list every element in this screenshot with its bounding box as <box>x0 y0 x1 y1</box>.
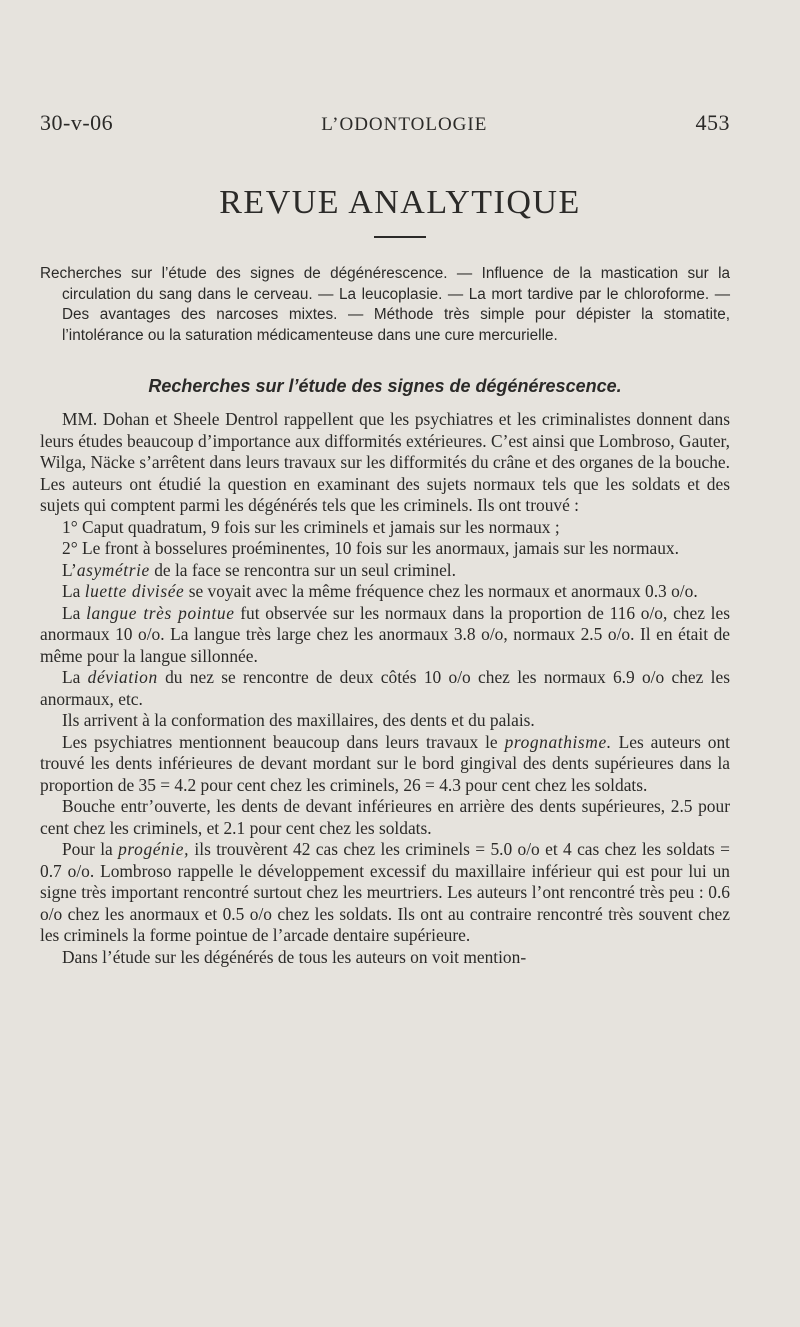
paragraph <box>40 603 730 668</box>
text-run: Les auteurs ont trouvé les dents inférieures de devant mordant sur le bord gingival des dents supérieures dans la proportion de 35 = 4.2 pour cent chez les criminels, 26 = 4.3 pour cent chez les soldats. <box>40 731 730 795</box>
paragraph <box>40 667 730 710</box>
paragraph <box>40 732 730 797</box>
emphasis-term: déviation <box>87 667 158 687</box>
article-title: Recherches sur l’étude des signes de dégénérescence. <box>148 376 622 396</box>
paragraph: 2° Le front à bosselures proéminentes, 10 fois sur les anormaux, jamais sur les normaux. <box>62 538 679 558</box>
text-run: Pour la <box>62 839 119 859</box>
paragraph <box>40 581 730 603</box>
paragraph: 1° Caput quadratum, 9 fois sur les criminels et jamais sur les normaux ; <box>62 516 560 537</box>
running-header <box>40 110 730 136</box>
text-run: de la face se rencontra sur un seul criminel. <box>149 559 456 580</box>
text-run: ils trouvèrent 42 cas chez les criminels = 5.0 o/o et 4 cas chez les soldats = 0.7 o/o. Lombroso rappelle le développement excessif du maxillaire inférieur qui est pour lui un signe très important rencontré surtout chez les meurtriers. Les auteurs l’ont rencontré très peu : 0.6 o/o chez les anormaux et 0.5 o/o chez les soldats. Ils ont au contraire rencontré très souvent chez les criminels la forme pointue de l’arcade dentaire supérieure. <box>40 839 730 945</box>
emphasis-term: prognathisme. <box>504 731 612 752</box>
text-run: du nez se rencontre de deux côtés 10 o/o chez les normaux 6.9 o/o chez les anormaux, etc. <box>40 667 730 709</box>
text-run: fut observée sur les normaux dans la proportion de 116 o/o, chez les anormaux 10 o/o. La langue très large chez les anormaux 3.8 o/o, normaux 2.5 o/o. Il en était de même pour la langue sillonnée. <box>40 602 730 666</box>
article-body <box>40 409 730 968</box>
section-title: REVUE ANALYTIQUE <box>219 184 581 221</box>
text-run: se voyait avec la même fréquence chez les normaux et anormaux 0.3 o/o. <box>184 581 698 601</box>
text-run: L’ <box>62 559 77 580</box>
summary: Recherches sur l’étude des signes de dégénérescence. — Influence de la mastication sur la circulation du sang dans le cerveau. — La leucoplasie. — La mort tardive par le chloroforme. — Des avantages des narcoses mixtes. — Méthode très simple pour dépister la stomatite, l’intolérance ou la saturation médicamenteuse dans une cure mercurielle. <box>40 265 730 344</box>
paragraph <box>40 839 730 947</box>
emphasis-term: progénie, <box>118 839 190 859</box>
text-run: Les psychiatres mentionnent beaucoup dans leurs travaux le <box>62 731 505 752</box>
text-run: La <box>62 667 88 687</box>
emphasis-term: asymétrie <box>76 559 150 580</box>
paragraph <box>40 560 730 582</box>
paragraph: MM. Dohan et Sheele Dentrol rappellent que les psychiatres et les criminalistes donnent dans leurs études beaucoup d’importance aux difformités extérieures. C’est ainsi que Lombroso, Gauter, Wilga, Näcke s’arrêtent dans leurs travaux sur les difformités du crâne et des organes de la bouche. Les auteurs ont étudié la question en examinant des sujets normaux tels que les soldats et des sujets qui comptent parmi les dégénérés tels que les criminels. Ils ont trouvé : <box>40 409 730 515</box>
paragraph: Ils arrivent à la conformation des maxillaires, des dents et du palais. <box>62 710 535 730</box>
title-rule <box>374 236 426 238</box>
emphasis-term: langue très pointue <box>86 602 235 623</box>
emphasis-term: luette divisée <box>84 581 185 601</box>
journal-title: L’ODONTOLOGIE <box>321 114 488 135</box>
text-run: La <box>62 602 87 623</box>
text-run: La <box>62 581 85 601</box>
issue-date: 30-v-06 <box>40 110 114 135</box>
paragraph: Dans l’étude sur les dégénérés de tous les auteurs on voit mention- <box>62 946 527 967</box>
page-number: 453 <box>695 110 730 135</box>
paragraph: Bouche entr’ouverte, les dents de devant inférieures en arrière des dents supérieures, 2.5 pour cent chez les criminels, et 2.1 pour cent chez les soldats. <box>40 796 730 838</box>
